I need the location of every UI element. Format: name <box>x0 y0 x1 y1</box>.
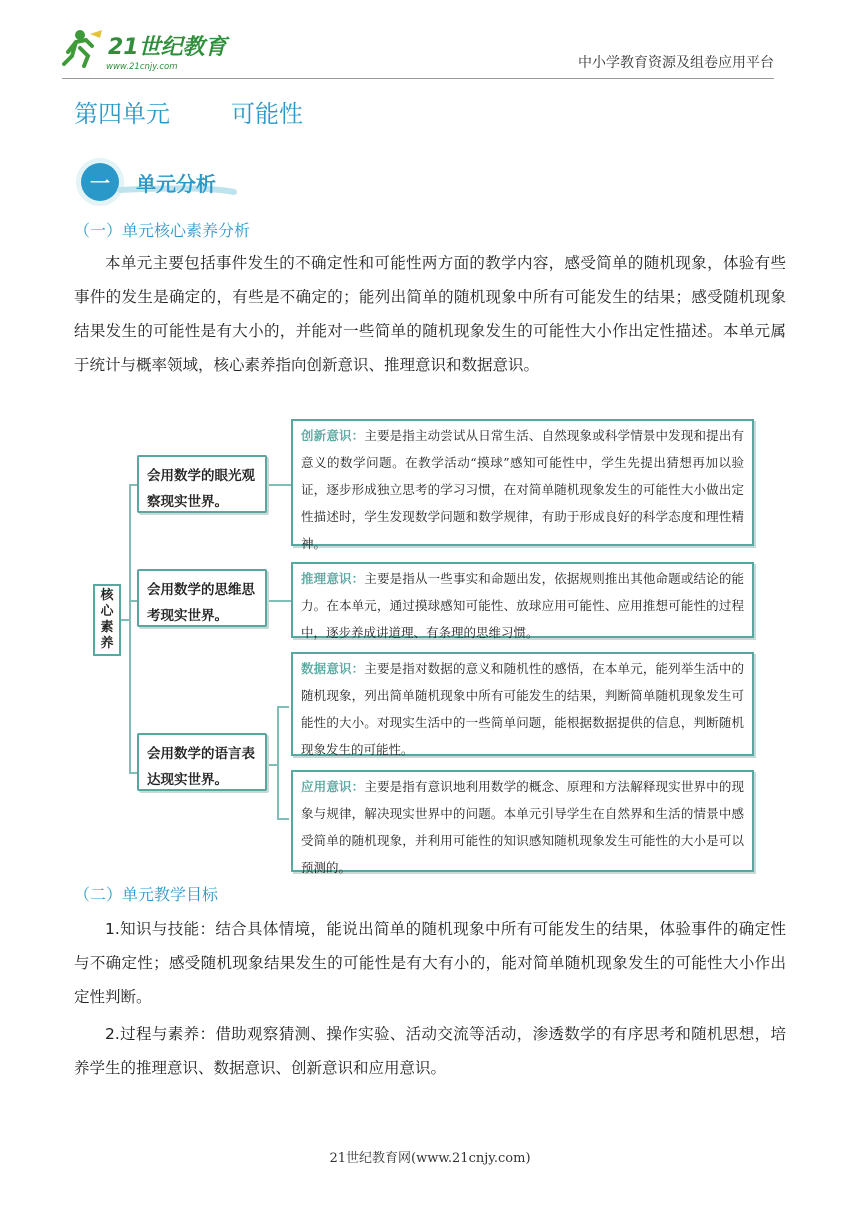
core-literacy-label: 核心素养 <box>93 584 121 656</box>
platform-name: 中小学教育资源及组卷应用平台 <box>578 55 774 71</box>
logo-url: www.21cnjy.com <box>106 62 178 72</box>
term-innovation: 创新意识： <box>301 428 365 443</box>
paragraph-core-literacy: 本单元主要包括事件发生的不确定性和可能性两方面的教学内容，感受简单的随机现象，体验有些事件的发生是确定的，有些是不确定的；能列出简单的随机现象中所有可能发生的结果；感受随机现象结果发生的可能性是有大小的，并能对一些简单的随机现象发生的可能性大小作出定性描述。本单元属于统计与概率领域，核心素养指向创新意识、推理意识和数据意识。 <box>74 254 786 374</box>
unit-title: 第四单元 可能性 <box>74 100 304 128</box>
left-box-express: 会用数学的语言表达现实世界。 <box>137 733 267 791</box>
desc-application: 主要是指有意识地利用数学的概念、原理和方法解释现实世界中的现象与规律，解决现实世界中的问题。本单元引导学生在自然界和生活的情景中感受简单的随机现象，并利用可能性的知识感知随机现象发生可能性的大小是可以预测的。 <box>301 779 744 875</box>
logo-text: 21世纪教育 <box>108 35 227 60</box>
desc-innovation: 主要是指主动尝试从日常生活、自然现象或科学情景中发现和提出有意义的数学问题。在教学活动“摸球”感知可能性中，学生先提出猜想再加以验证，逐步形成独立思考的学习习惯，在对简单随机现象发生的可能性大小做出定性描述时，学生发现数学问题和数学规律，有助于形成良好的科学态度和理性精神。 <box>301 428 744 551</box>
footer-text: 21世纪教育网(www.21cnjy.com) <box>329 1151 531 1166</box>
right-box-innovation <box>291 419 754 551</box>
right-box-data <box>291 652 754 756</box>
subheading-teaching-goals: （二）单元教学目标 <box>74 885 219 904</box>
term-data: 数据意识： <box>301 661 365 676</box>
left-box-observe: 会用数学的眼光观察现实世界。 <box>137 455 267 513</box>
section-number: 一 <box>90 171 110 195</box>
left-box-think: 会用数学的思维思考现实世界。 <box>137 569 267 627</box>
term-application: 应用意识： <box>301 779 365 794</box>
right-box-reasoning <box>291 562 754 638</box>
paragraph-goal-2: 2.过程与素养：借助观察猜测、操作实验、活动交流等活动，渗透数学的有序思考和随机思想，培养学生的推理意识、数据意识、创新意识和应用意识。 <box>74 1025 786 1077</box>
desc-data: 主要是指对数据的意义和随机性的感悟，在本单元，能列举生活中的随机现象，列出简单随机现象中所有可能发生的结果，判断简单随机现象发生可能性的大小。对现实生活中的一些简单问题，能根据数据提供的信息，判断随机现象发生的可能性。 <box>301 661 744 757</box>
term-reasoning: 推理意识： <box>301 571 365 586</box>
section-title: 单元分析 <box>136 172 216 196</box>
paragraph-goal-1: 1.知识与技能：结合具体情境，能说出简单的随机现象中所有可能发生的结果，体验事件的确定性与不确定性；感受随机现象结果发生的可能性是有大有小的，能对简单随机现象发生的可能性大小作出定性判断。 <box>74 920 786 1006</box>
right-box-application <box>291 770 754 875</box>
desc-reasoning: 主要是指从一些事实和命题出发，依据规则推出其他命题或结论的能力。在本单元，通过摸球感知可能性、放球应用可能性、应用推想可能性的过程中，逐步养成讲道理、有条理的思维习惯。 <box>301 571 744 640</box>
subheading-core-literacy: （一）单元核心素养分析 <box>74 221 251 240</box>
